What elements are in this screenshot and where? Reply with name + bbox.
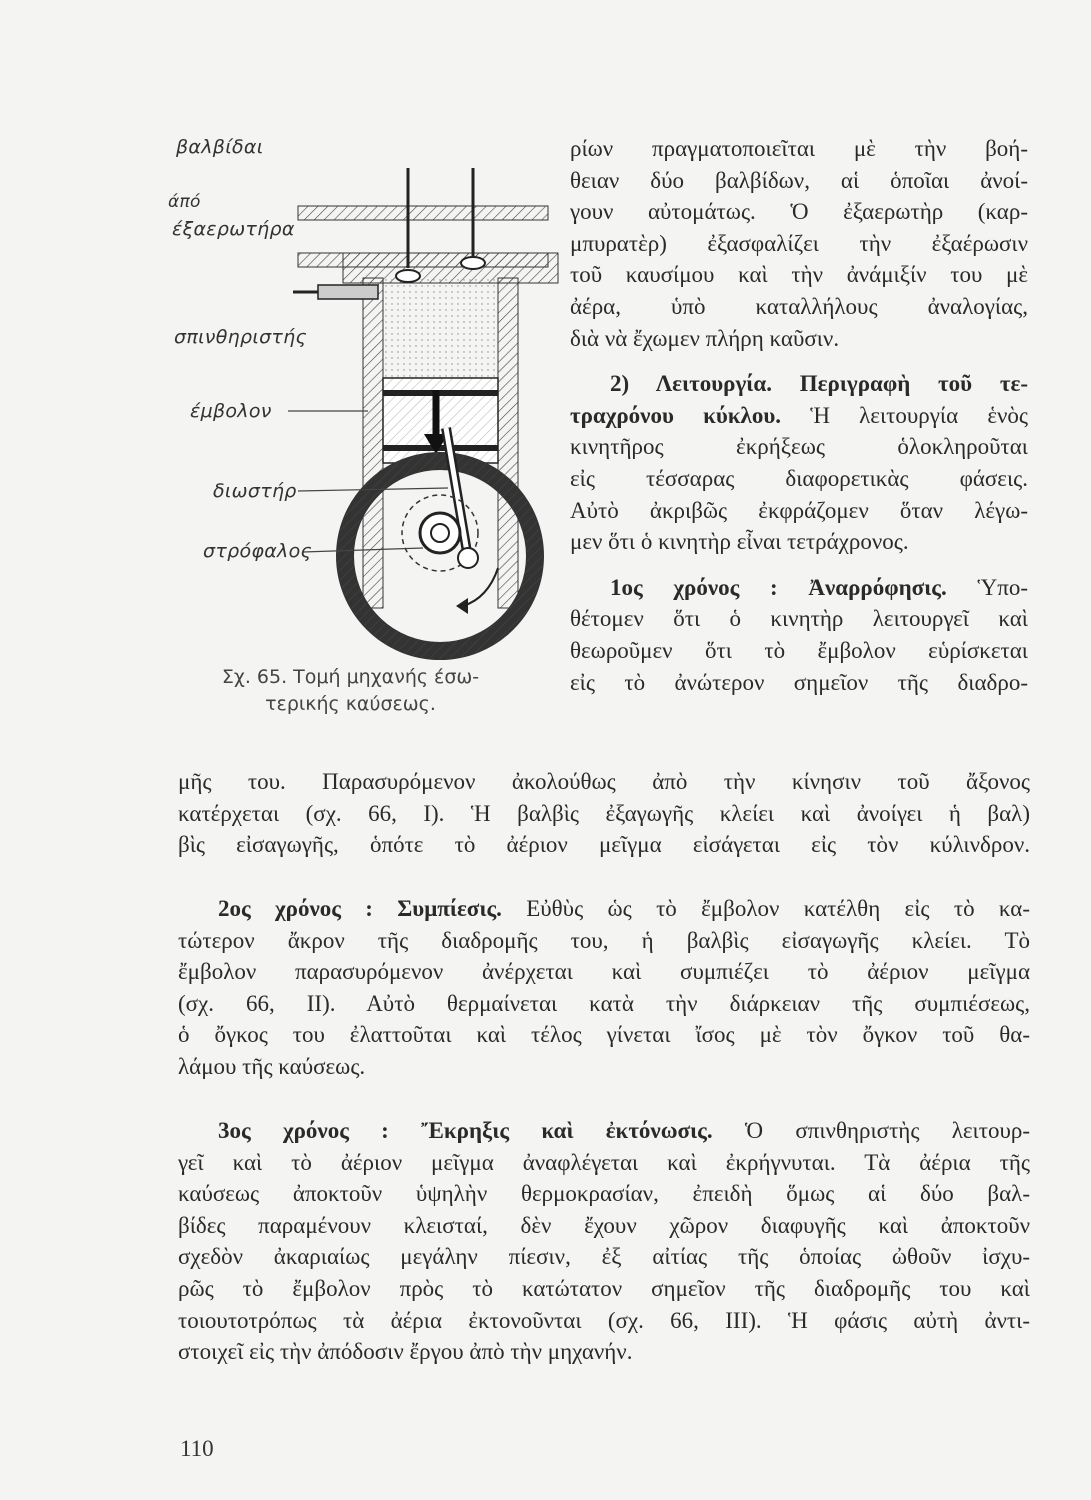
engine-figure	[168, 128, 563, 728]
label-piston: έμβολον	[190, 400, 272, 422]
figure-caption: Σχ. 65. Τομή μηχανής έσω- τερικής καύσεως.	[221, 666, 480, 715]
label-valves: βαλβίδαι	[176, 136, 264, 158]
label-spark-plug: σπινθηριστής	[174, 326, 307, 348]
paragraph-3-continuation: μῆς του. Παρασυρόμενον ἀκολούθως ἀπὸ τὴν κίνησιν τοῦ ἄξονος κατέρχεται (σχ. 66, Ι). Ἡ βαλβὶς ἐξαγωγῆς κλείει καὶ ἀνοίγει ἡ βαλ) βὶς εἰσαγωγῆς, ὁπότε τὸ ἀέριον μεῖγμα εἰσάγεται εἰς τὸν κύλινδρον.	[178, 769, 1030, 858]
label-rod: διωστήρ	[213, 480, 297, 502]
right-column-text	[570, 133, 1028, 698]
paragraph-2: 2) Λειτουργία. Περιγραφὴ τοῦ τε- τραχρόνου κύκλου. Ἡ λειτουργία ἑνὸς κινητῆρος ἐκρήξεως ὁλοκληροῦται εἰς τέσσαρας διαφορετικὰς φάσεις. Αὐτὸ ἀκριβῶς ἐκφράζομεν ὅταν λέγω- μεν ὅτι ὁ κινητὴρ εἶναι τετράχρονος.	[570, 371, 1028, 555]
paragraph-1: ρίων πραγματοποιεῖται μὲ τὴν βοή- θειαν δύο βαλβίδων, αἱ ὁποῖαι ἀνοί- γουν αὐτομάτως. Ὁ ἐξαερωτὴρ (καρ- μπυρατὲρ) ἐξασφαλίζει τὴν ἐξαέρωσιν τοῦ καυσίμου καὶ τὴν ἀνάμιξίν του μὲ ἀέρα, ὑπὸ καταλλήλους ἀναλογίας, διὰ νὰ ἔχωμεν πλήρη καῦσιν.	[570, 136, 1028, 351]
paragraph-3-start: 1ος χρόνος : Ἀναρρόφησις. Ὑπο- θέτομεν ὅτι ὁ κινητὴρ λειτουργεῖ καὶ θεωροῦμεν ὅτι τὸ ἔμβολον εὑρίσκεται εἰς τὸ ἀνώτερον σημεῖον τῆς διαδρο-	[570, 574, 1028, 695]
paragraph-4: 2ος χρόνος : Συμπίεσις. Εὐθὺς ὡς τὸ ἔμβολον κατέλθη εἰς τὸ κα- τώτερον ἄκρον τῆς διαδρομῆς του, ἡ βαλβὶς εἰσαγωγῆς κλείει. Τὸ ἔμβολον παρασυρόμενον ἀνέρχεται καὶ συμπιέζει τὸ ἀέριον μεῖγμα (σχ. 66, ΙΙ). Αὐτὸ θερμαίνεται κατὰ τὴν διάρκειαν τῆς συμπιέσεως, ὁ ὄγκος του ἐλαττοῦται καὶ τέλος γίνεται ἴσος μὲ τὸν ὄγκον τοῦ θα- λάμου τῆς καύσεως.	[178, 896, 1030, 1079]
label-crank: στρόφαλος	[203, 540, 312, 562]
page-number: 110	[180, 1436, 214, 1461]
label-carburetor: έξαερωτήρα	[172, 218, 295, 240]
label-from: άπό	[168, 192, 201, 212]
paragraph-5: 3ος χρόνος : Ἔκρηξις καὶ ἐκτόνωσις. Ὁ σπινθηριστὴς λειτουρ- γεῖ καὶ τὸ ἀέριον μεῖγμα ἀναφλέγεται καὶ ἐκρήγνυται. Τὰ ἀέρια τῆς καύσεως ἀποκτοῦν ὑψηλὴν θερμοκρασίαν, ἐπειδὴ ὅμως αἱ δύο βαλ- βίδες παραμένουν κλεισταί, δὲν ἔχουν χῶρον διαφυγῆς καὶ ἀποκτοῦν σχεδὸν ἀκαριαίως μεγάλην πίεσιν, ἐξ αἰτίας τῆς ὁποίας ὠθοῦν ἰσχυ- ρῶς τὸ ἔμβολον πρὸς τὸ κατώτατον σημεῖον τῆς διαδρομῆς του καὶ τοιουτοτρόπως τὰ ἀέρια ἐκτονοῦνται (σχ. 66, ΙΙΙ). Ἡ φάσις αὐτὴ ἀντι- στοιχεῖ εἰς τὴν ἀπόδοσιν ἔργου ἀπὸ τὴν μηχανήν.	[178, 1118, 1030, 1365]
